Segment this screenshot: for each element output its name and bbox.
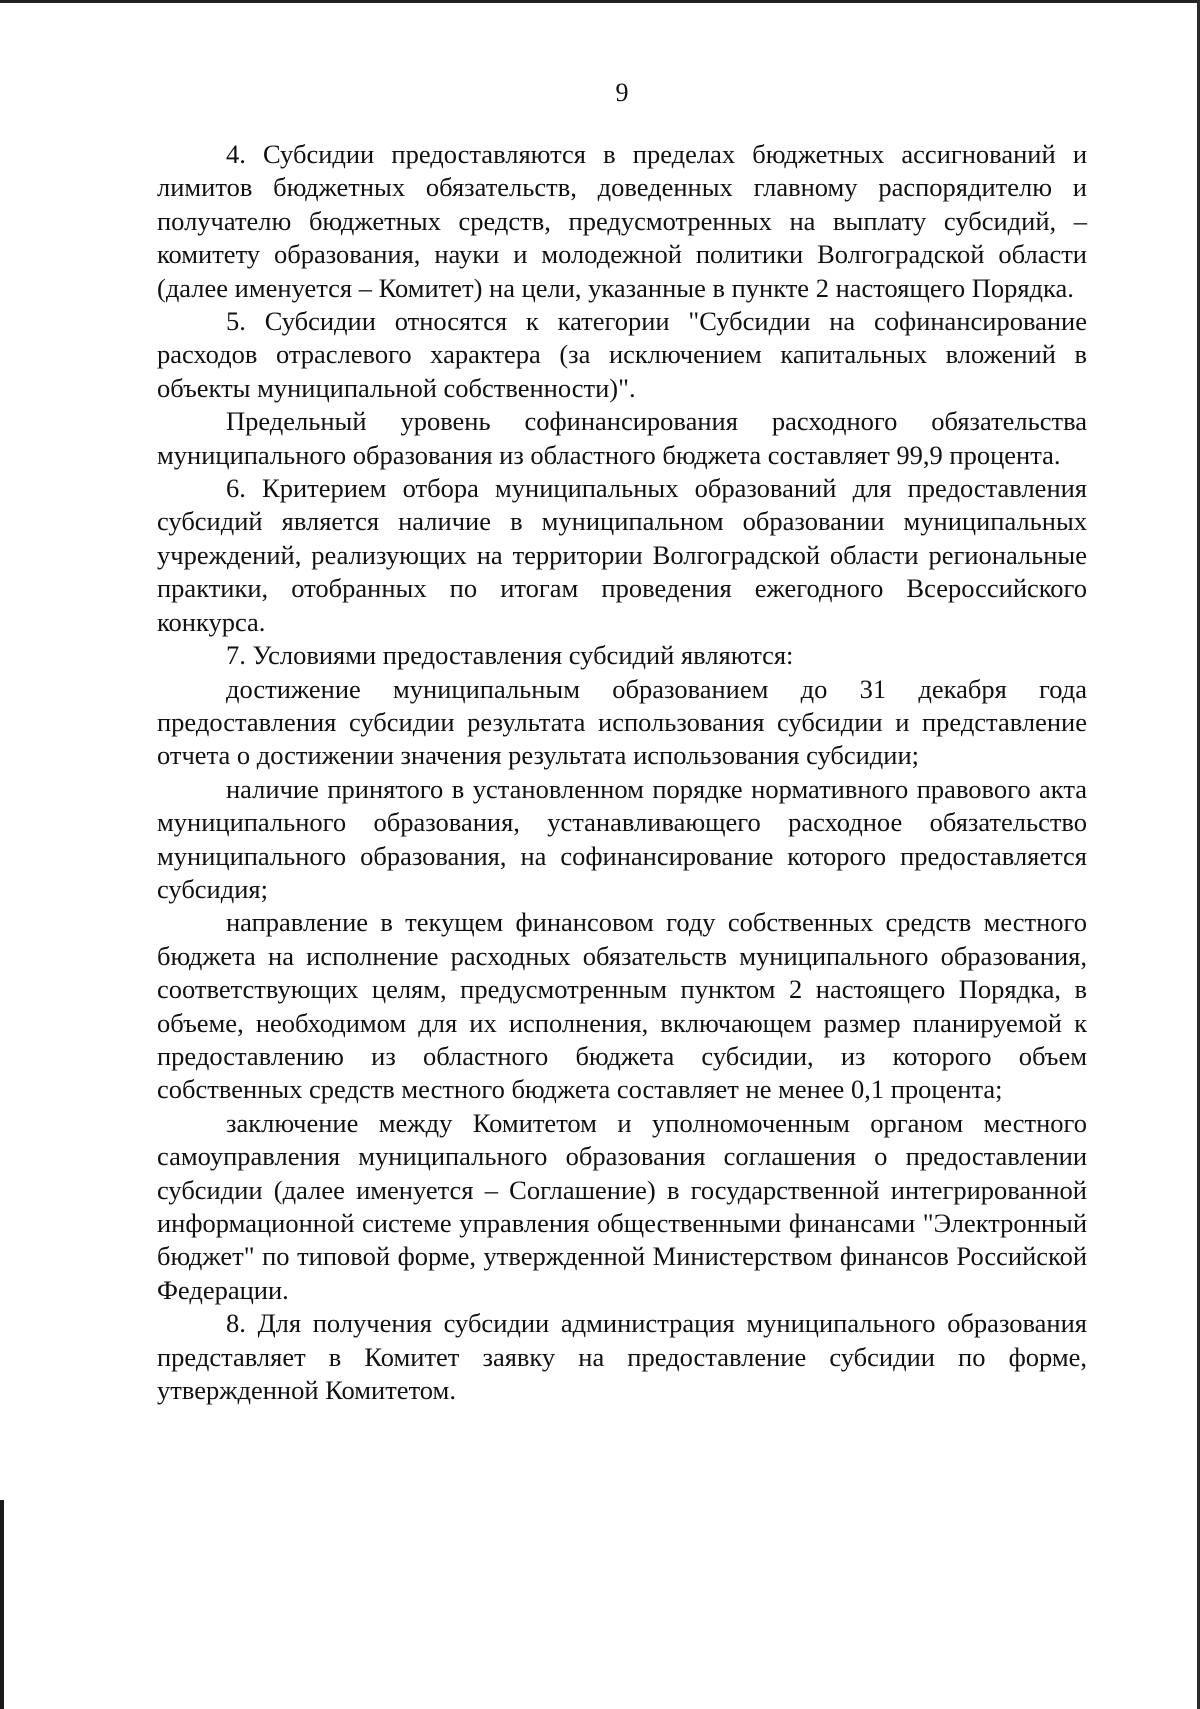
paragraph-5: 5. Субсидии относятся к категории "Субсидии на софинансирование расходов отраслевого характера (за исключением капитальных вложений в объекты муниципальной собственности)". (157, 306, 1087, 403)
document-page (157, 78, 1087, 1407)
page-number: 9 (615, 78, 629, 107)
paragraph-5-cofinancing: Предельный уровень софинансирования расходного обязательства муниципального образования из областного бюджета составляет 99,9 процента. (157, 406, 1087, 470)
paragraph-4: 4. Субсидии предоставляются в пределах бюджетных ассигнований и лимитов бюджетных обязательств, доведенных главному распорядителю и получателю бюджетных средств, предусмотренных на выплату субсидий, – комитету образования, науки и молодежной политики Волгоградской области (далее именуется – Комитет) на цели, указанные в пункте 2 настоящего Порядка. (157, 139, 1087, 303)
paragraph-7-condition-4: заключение между Комитетом и уполномоченным органом местного самоуправления муниципального образования соглашения о предоставлении субсидии (далее именуется – Соглашение) в государственной интегрированной информационной системе управления общественными финансами "Электронный бюджет" по типовой форме, утвержденной Министерством финансов Российской Федерации. (157, 1107, 1087, 1305)
paragraph-6: 6. Критерием отбора муниципальных образований для предоставления субсидий является наличие в муниципальном образовании муниципальных учреждений, реализующих на территории Волгоградской области региональные практики, отобранных по итогам проведения ежегодного Всероссийского конкурса. (157, 473, 1087, 637)
paragraph-7-condition-1: достижение муниципальным образованием до 31 декабря года предоставления субсидии результата использования субсидии и представление отчета о достижении значения результата использования субсидии; (157, 673, 1087, 771)
paragraph-7-condition-3: направление в текущем финансовом году собственных средств местного бюджета на исполнение расходных обязательств муниципального образования, соответствующих целям, предусмотренным пунктом 2 настоящего Порядка, в объеме, необходимом для их исполнения, включающем размер планируемой к предоставлению из областного бюджета субсидии, из которого объем собственных средств местного бюджета составляет не менее 0,1 процента; (157, 907, 1087, 1105)
scan-edge-left (0, 1500, 4, 1709)
paragraph-7-condition-2: наличие принятого в установленном порядке нормативного правового акта муниципального образования, устанавливающего расходное обязательство муниципального образования, на софинансирование которого предоставляется субсидия; (157, 773, 1087, 904)
paragraph-8: 8. Для получения субсидии администрация муниципального образования представляет в Комитет заявку на предоставление субсидии по форме, утвержденной Комитетом. (157, 1308, 1087, 1406)
scan-edge-top (0, 0, 1200, 3)
paragraph-7: 7. Условиями предоставления субсидий являются: (226, 640, 794, 671)
